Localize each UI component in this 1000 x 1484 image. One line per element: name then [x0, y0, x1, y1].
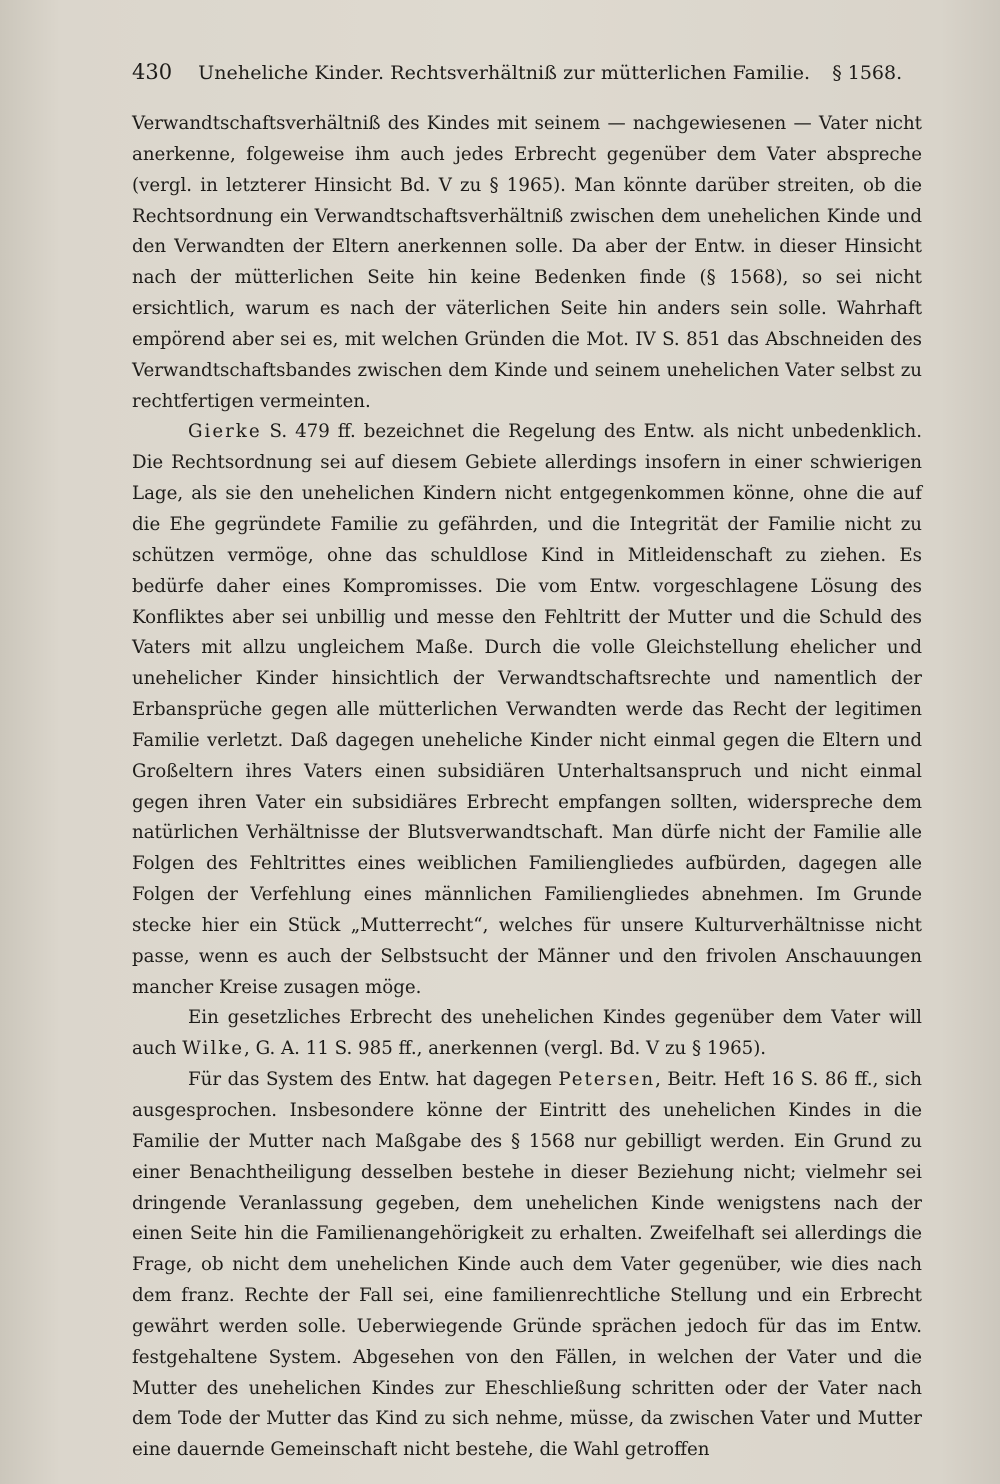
running-head [132, 58, 922, 87]
paragraph-1 [132, 109, 922, 417]
paragraph-2 [132, 417, 922, 1003]
author-name-gierke: Gierke [188, 421, 262, 443]
paragraph-text: Verwandtschaftsverhältniß des Kindes mit seinem — nachgewiesenen — Vater nicht anerkenne, folgeweise ihm auch jedes Erbrecht gegenüber dem Vater abspreche (vergl. in letzterer Hinsicht Bd. V zu § 1965). Man könnte darüber streiten, ob die Rechtsordnung ein Verwandtschaftsverhältniß zwischen dem unehelichen Kinde und den Verwandten der Eltern anerkennen solle. Da aber der Entw. in dieser Hinsicht nach der mütterlichen Seite hin keine Bedenken finde (§ 1568), so sei nicht ersichtlich, warum es nach der väterlichen Seite hin anders sein solle. Wahrhaft empörend aber sei es, mit welchen Gründen die Mot. IV S. 851 das Abschneiden des Verwandtschaftsbandes zwischen dem Kinde und seinem unehelichen Vater selbst zu rechtfertigen vermeinten. [132, 113, 922, 412]
running-head-title: Uneheliche Kinder. Rechtsverhältniß zur mütterlichen Familie. [198, 62, 811, 84]
page-number: 430 [132, 60, 173, 84]
paragraph-text-before: Für das System des Entw. hat dagegen [188, 1069, 559, 1091]
author-name-petersen: Petersen [558, 1069, 656, 1091]
paragraph-text-before: Ein gesetzliches Erbrecht des unehelichen Kindes gegenüber dem Vater will auch [132, 1007, 922, 1060]
author-name-wilke: Wilke [182, 1038, 245, 1060]
section-reference: § 1568. [832, 62, 903, 84]
paragraph-4 [132, 1065, 922, 1466]
body-text [132, 109, 922, 1466]
paragraph-3 [132, 1003, 922, 1065]
paragraph-text: , G. A. 11 S. 985 ff., anerkennen (vergl. Bd. V zu § 1965). [244, 1038, 767, 1060]
paragraph-text: , Beitr. Heft 16 S. 86 ff., sich ausgesprochen. Insbesondere könne der Eintritt des unehelichen Kindes in die Familie der Mutter nach Maßgabe des § 1568 nur gebilligt werden. Ein Grund zu einer Benachtheiligung desselben bestehe in dieser Beziehung nicht; vielmehr sei dringende Veranlassung gegeben, dem unehelichen Kinde wenigstens nach der einen Seite hin die Familienangehörigkeit zu erhalten. Zweifelhaft sei allerdings die Frage, ob nicht dem unehelichen Kinde auch dem Vater gegenüber, wie dies nach dem franz. Rechte der Fall sei, eine familienrechtliche Stellung und ein Erbrecht gewährt werden solle. Ueberwiegende Gründe sprächen jedoch für das im Entw. festgehaltene System. Abgesehen von den Fällen, in welchen der Vater und die Mutter des unehelichen Kindes zur Eheschließung schritten oder der Vater nach dem Tode der Mutter das Kind zu sich nehme, müsse, da zwischen Vater und Mutter eine dauernde Gemeinschaft nicht bestehe, die Wahl getroffen [132, 1069, 922, 1461]
paragraph-text: S. 479 ff. bezeichnet die Regelung des Entw. als nicht unbedenklich. Die Rechtsordnung sei auf diesem Gebiete allerdings insofern in einer schwierigen Lage, als sie den unehelichen Kindern nicht entgegenkommen könne, ohne die auf die Ehe gegründete Familie zu gefährden, und die Integrität der Familie nicht zu schützen vermöge, ohne das schuldlose Kind in Mitleidenschaft zu ziehen. Es bedürfe daher eines Kompromisses. Die vom Entw. vorgeschlagene Lösung des Konfliktes aber sei unbillig und messe den Fehltritt der Mutter und die Schuld des Vaters mit allzu ungleichem Maße. Durch die volle Gleichstellung ehelicher und unehelicher Kinder hinsichtlich der Verwandtschaftsrechte und namentlich der Erbansprüche gegen alle mütterlichen Verwandten werde das Recht der legitimen Familie verletzt. Daß dagegen uneheliche Kinder nicht einmal gegen die Eltern und Großeltern ihres Vaters einen subsidiären Unterhaltsanspruch und nicht einmal gegen ihren Vater ein subsidiäres Erbrecht empfangen sollten, widerspreche dem natürlichen Verhältnisse der Blutsverwandtschaft. Man dürfe nicht der Familie alle Folgen des Fehltrittes eines weiblichen Familiengliedes aufbürden, dagegen alle Folgen der Verfehlung eines männlichen Familiengliedes abnehmen. Im Grunde stecke hier ein Stück „Mutterrecht“, welches für unsere Kulturverhältnisse nicht passe, wenn es auch der Selbstsucht der Männer und den frivolen Anschauungen mancher Kreise zusagen möge. [132, 421, 922, 998]
